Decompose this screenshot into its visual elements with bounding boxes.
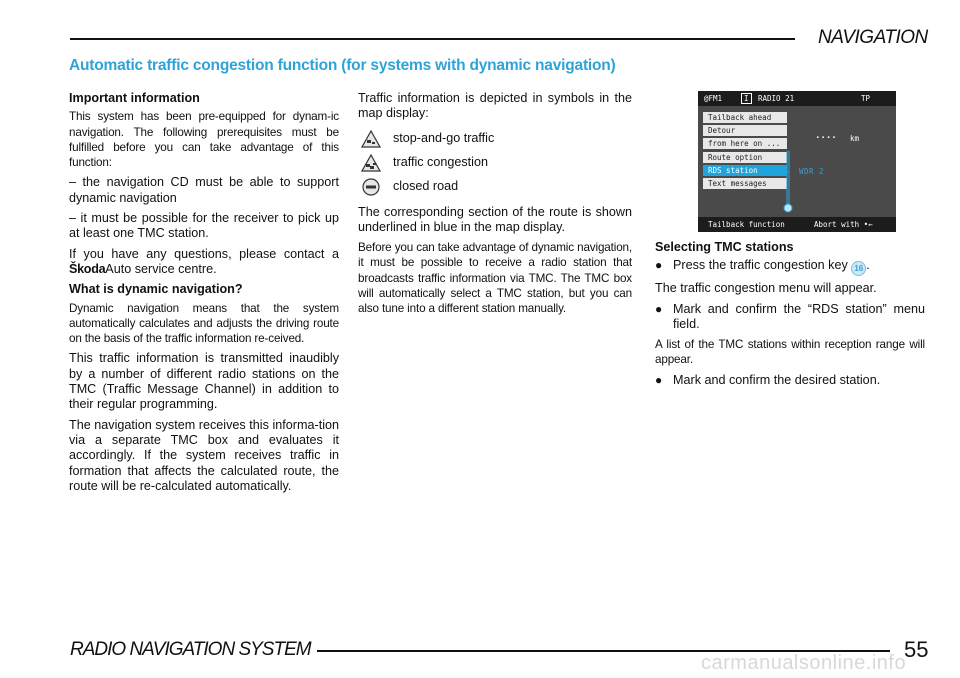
important-heading: Important information — [69, 91, 200, 105]
bullet-icon: ● — [655, 372, 663, 387]
symbol-row — [358, 127, 632, 151]
symbol-label: closed road — [393, 178, 459, 193]
depict-paragraph: Traffic information is depicted in symbols in the map display: — [358, 91, 632, 121]
bullet-icon: ● — [655, 301, 663, 316]
selecting-tmc-heading: Selecting TMC stations — [655, 240, 794, 254]
column-left — [69, 91, 339, 499]
pointer-line — [698, 91, 896, 232]
intro-paragraph: This system has been pre-equipped for dynam-ic navigation. The following prerequisites must be fulfilled before you can take advantage of this function: — [69, 110, 339, 170]
contact-paragraph — [69, 247, 339, 278]
menu-item-rds-station[interactable]: RDS station — [703, 165, 787, 176]
step2-text: Mark and confirm the “RDS station” menu field. — [673, 301, 925, 331]
menu-item-route-option[interactable]: Route option — [703, 152, 787, 163]
menu-item-detour[interactable]: Detour — [703, 125, 787, 136]
route-paragraph: The corresponding section of the route is shown underlined in blue in the map display. — [358, 204, 632, 234]
step1-text: Press the traffic congestion key — [673, 258, 848, 273]
symbol-label: stop-and-go traffic — [393, 130, 495, 145]
column-middle — [358, 91, 632, 322]
whatis-paragraph: Dynamic navigation means that the system automatically calculates and adjusts the driving route on the basis of the traffic information re-ceived. — [69, 301, 339, 346]
header-rule — [70, 38, 795, 40]
column-right — [655, 240, 925, 393]
before-paragraph: Before you can take advantage of dynamic navigation, it must be possible to receive a radio station that broadcasts traffic information via TMC. The TMC box will automatically select a TMC station, but you can also tune into a different station manually. — [358, 241, 632, 316]
step-item — [655, 373, 925, 388]
symbol-row — [358, 151, 632, 175]
step-text — [673, 258, 925, 276]
section-title: Automatic traffic congestion function (for systems with dynamic navigation) — [69, 57, 616, 74]
symbol-row — [358, 175, 632, 199]
watermark: carmanualsonline.info — [701, 652, 907, 674]
menu-item-from-here-on[interactable]: from here on ... — [703, 138, 787, 149]
abort-hint: Abort with •← — [814, 220, 873, 229]
list-appears-text: A list of the TMC stations within reception range will appear. — [655, 338, 925, 367]
contact-pre: If you have any questions, please contact a — [69, 246, 339, 261]
contact-post: Auto service centre. — [105, 261, 217, 276]
tmc-box-paragraph: The navigation system receives this informa-tion via a separate TMC box and evaluates it accordingly. If the system receives traffic in formation that affects the calculated route, the route will be re-calculated automatically. — [69, 417, 339, 493]
step3-text: Mark and confirm the desired station. — [673, 372, 881, 387]
band-indicator: @FM1 — [704, 94, 723, 103]
memory-indicator: I — [741, 93, 752, 104]
bullet-icon: ● — [655, 258, 663, 273]
closed-road-icon — [360, 178, 382, 196]
station-indicator: RADIO 21 — [758, 94, 795, 103]
display-bottom-bar — [698, 217, 896, 232]
station-name: WDR 2 — [799, 167, 825, 176]
menu-item-text-messages[interactable]: Text messages — [703, 178, 787, 189]
header-title: NAVIGATION — [818, 27, 928, 48]
tailback-function-label: Tailback function — [708, 220, 785, 229]
prerequisite-item: – it must be possible for the receiver to pick up at least one TMC station. — [69, 211, 339, 241]
step1-end: . — [866, 258, 870, 273]
distance-value: .... — [815, 131, 837, 141]
radio-display-screenshot — [698, 91, 896, 232]
menu-appears-text: The traffic congestion menu will appear. — [655, 281, 877, 296]
traffic-congestion-icon — [360, 154, 382, 172]
menu-item-tailback-ahead[interactable]: Tailback ahead — [703, 112, 787, 123]
step-item — [655, 258, 925, 276]
brand-name: Škoda — [69, 261, 106, 276]
footer-title: RADIO NAVIGATION SYSTEM — [70, 639, 311, 660]
step-item — [655, 302, 925, 333]
whatis-heading: What is dynamic navigation? — [69, 282, 243, 297]
symbol-label: traffic congestion — [393, 154, 488, 169]
stop-and-go-traffic-icon — [360, 130, 382, 148]
prerequisite-item: – the navigation CD must be able to support dynamic navigation — [69, 175, 339, 205]
symbol-list — [358, 127, 632, 199]
page-number: 55 — [904, 637, 929, 662]
tp-indicator: TP — [861, 94, 871, 103]
distance-unit: km — [850, 134, 860, 143]
traffic-congestion-key-icon: 16 — [851, 261, 866, 276]
tmc-paragraph: This traffic information is transmitted inaudibly by a number of different radio stations on the TMC (Traffic Message Channel) in addition to their regular programming. — [69, 351, 339, 412]
